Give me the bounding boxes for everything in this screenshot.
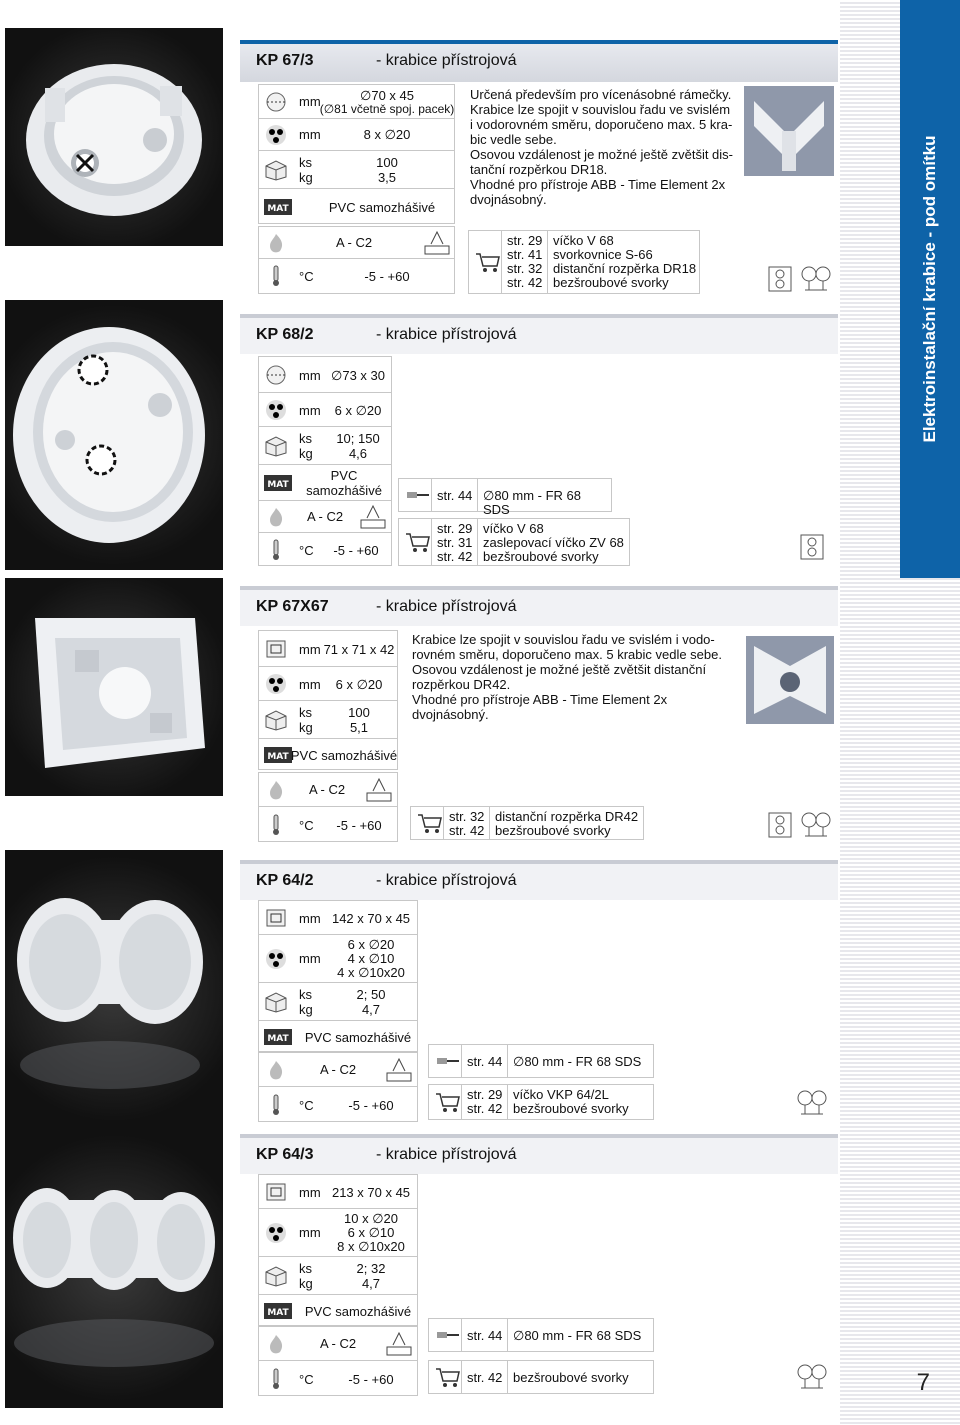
package-box-icon (264, 435, 288, 457)
dimension-row: mm 213 x 70 x 45 (259, 1175, 417, 1209)
holes-row: mm 8 x ∅20 (259, 119, 454, 151)
material-icon (264, 744, 292, 766)
shopping-cart-icon (417, 812, 443, 834)
thermometer-icon (264, 265, 288, 287)
accessories-kp643: str. 42 bezšroubové svorky (428, 1360, 654, 1394)
dimension-icon (264, 91, 288, 113)
package-box-icon (264, 709, 288, 731)
holes-row: mm 6 x ∅20 4 x ∅10 4 x ∅10x20 (259, 935, 417, 983)
burning-test-icon (365, 777, 393, 803)
temperature-row: °C -5 - +60 (259, 1361, 417, 1397)
accessory-frame-kp682: str. 44 ∅80 mm - FR 68 SDS (398, 478, 612, 512)
flammability-row: A - C2 (259, 1053, 417, 1087)
socket-symbol-icon (800, 534, 824, 560)
square-box-image (5, 578, 223, 796)
package-row: ks kg 2; 50 4,7 (259, 983, 417, 1021)
svg-text:MAT: MAT (267, 480, 289, 490)
burning-test-icon (359, 504, 387, 530)
section-header-kp642 (240, 860, 838, 900)
side-category-tab (900, 0, 960, 578)
holes-icon (264, 673, 288, 695)
material-row: MAT PVC samozhášivé (259, 465, 391, 501)
class-table-kp673 (258, 226, 455, 294)
material-row: MAT PVC samozhášivé (259, 1021, 417, 1053)
burning-test-icon (385, 1331, 413, 1357)
product-name: - krabice přístrojová (376, 52, 517, 69)
holes-icon (264, 1222, 288, 1244)
dimension-box-icon (264, 638, 288, 660)
holes-icon (264, 124, 288, 146)
shopping-cart-icon (405, 531, 431, 553)
dimension-box-icon (264, 1181, 288, 1203)
thermometer-icon (264, 1094, 288, 1116)
detail-photo-kp673 (744, 86, 834, 176)
spec-table-kp643 (258, 1174, 418, 1326)
class-table-kp642 (258, 1052, 418, 1122)
dimension-row: mm ∅70 x 45 (∅81 včetně spoj. pacek) (259, 85, 454, 119)
flame-class-icon (264, 232, 288, 254)
holes-icon (264, 399, 288, 421)
dimension-row: mm ∅73 x 30 (259, 357, 391, 393)
package-box-icon (264, 1265, 288, 1287)
connector-symbol-icon (796, 1088, 828, 1118)
thermometer-icon (264, 814, 288, 836)
product-name: - krabice přístrojová (376, 872, 517, 889)
shopping-cart-icon (435, 1091, 461, 1113)
flammability-row: A - C2 (259, 227, 454, 259)
double-box-image (5, 850, 223, 1128)
svg-text:MAT: MAT (267, 1034, 289, 1044)
accessories-kp673: str. 29 str. 41 str. 32 str. 42 víčko V 68 svorkovnice S-66 distanční rozpěrka DR18 bezšroubové svorky (468, 230, 700, 294)
package-row: ks kg 100 3,5 (259, 151, 454, 189)
burning-test-icon (423, 230, 451, 256)
flame-class-icon (264, 506, 288, 528)
accessories-kp6767: str. 32 str. 42 distanční rozpěrka DR42 bezšroubové svorky (410, 806, 644, 840)
material-icon (264, 472, 292, 494)
description-kp6767: Krabice lze spojit v souvislou řadu ve svislém i vodo- rovném směru, doporučeno max. 5 krabic vedle sebe. Osovou vzdálenost je možné ještě zvětšit distanční rozpěrkou DR42. Vhodné pro přístroje ABB - Time Element 2x dvojnásobný. (412, 632, 722, 722)
package-row: ks kg 2; 32 4,7 (259, 1257, 417, 1295)
drill-crown-icon (405, 484, 431, 506)
product-name: - krabice přístrojová (376, 1146, 517, 1163)
joint-detail-image (746, 636, 834, 724)
socket-symbol-icon (768, 812, 792, 838)
dimension-icon (264, 364, 288, 386)
temperature-row: °C -5 - +60 (259, 1087, 417, 1123)
joint-detail-image (744, 86, 834, 176)
spec-table-kp682 (258, 356, 392, 566)
product-photo-kp6767 (5, 578, 223, 796)
product-photo-kp682 (5, 300, 223, 570)
accessory-frame-kp643: str. 44 ∅80 mm - FR 68 SDS (428, 1318, 654, 1352)
material-icon (264, 1026, 292, 1048)
section-header-kp682 (240, 314, 838, 354)
package-box-icon (264, 159, 288, 181)
thermometer-icon (264, 539, 288, 561)
page-number: 7 (916, 1369, 930, 1396)
temperature-row: °C -5 - +60 (259, 807, 397, 843)
section-header-kp643 (240, 1134, 838, 1174)
accessory-frame-kp642: str. 44 ∅80 mm - FR 68 SDS (428, 1044, 654, 1078)
section-header-kp6767 (240, 586, 838, 626)
product-code: KP 67X67 (256, 598, 329, 615)
product-name: - krabice přístrojová (376, 598, 517, 615)
description-kp673: Určená především pro vícenásobné rámečky. Krabice lze spojit v souvislou řadu ve svislém i vodorovném směru, doporučeno max. 5 kra- bic vedle sebe. Osovou vzdálenost je možné ještě zvětšit dis- tanční rozpěrkou DR18. Vhodné pro přístroje ABB - Time Element 2x dvojnásobný. (470, 87, 734, 207)
dimension-box-icon (264, 907, 288, 929)
shopping-cart-icon (475, 251, 501, 273)
accessories-kp642: str. 29 str. 42 víčko VKP 64/2L bezšroubové svorky (428, 1084, 654, 1120)
drill-crown-icon (435, 1324, 461, 1346)
product-code: KP 64/2 (256, 872, 314, 889)
holes-icon (264, 948, 288, 970)
connector-symbol-icon (800, 264, 832, 294)
burning-test-icon (385, 1057, 413, 1083)
spec-table-kp6767 (258, 630, 398, 770)
product-photo-kp643 (5, 1128, 223, 1408)
temperature-row: °C -5 - +60 (259, 259, 454, 295)
drill-crown-icon (435, 1050, 461, 1072)
material-icon (264, 1300, 292, 1322)
connector-symbol-icon (800, 810, 832, 840)
holes-row: mm 6 x ∅20 (259, 667, 397, 701)
material-row: MAT PVC samozhášivé (259, 189, 454, 225)
temperature-row: °C -5 - +60 (259, 533, 391, 567)
material-row: MAT PVC samozhášivé (259, 739, 397, 771)
package-row: ks kg 10; 150 4,6 (259, 427, 391, 465)
product-photo-kp673 (5, 28, 223, 246)
accessories-kp682: str. 29 str. 31 str. 42 víčko V 68 zaslepovací víčko ZV 68 bezšroubové svorky (398, 518, 630, 566)
svg-text:MAT: MAT (267, 204, 289, 214)
round-box-image (5, 300, 223, 570)
flammability-row: A - C2 (259, 1327, 417, 1361)
detail-photo-kp6767 (746, 636, 834, 724)
socket-symbol-icon (768, 266, 792, 292)
product-code: KP 67/3 (256, 52, 314, 69)
flame-class-icon (264, 1333, 288, 1355)
spec-table-kp673 (258, 84, 455, 224)
shopping-cart-icon (435, 1366, 461, 1388)
class-table-kp643 (258, 1326, 418, 1396)
product-code: KP 64/3 (256, 1146, 314, 1163)
round-box-image (5, 28, 223, 246)
dimension-row: mm 142 x 70 x 45 (259, 901, 417, 935)
flammability-row: A - C2 (259, 501, 391, 533)
material-icon (264, 196, 292, 218)
triple-box-image (5, 1128, 223, 1408)
flame-class-icon (264, 1059, 288, 1081)
connector-symbol-icon (796, 1362, 828, 1392)
class-table-kp6767 (258, 772, 398, 842)
svg-text:MAT: MAT (267, 752, 289, 762)
section-header-kp673 (240, 40, 838, 82)
spec-table-kp642 (258, 900, 418, 1052)
side-category-label: Elektroinstalační krabice - pod omítku (920, 135, 939, 443)
material-row: MAT PVC samozhášivé (259, 1295, 417, 1327)
flame-class-icon (264, 779, 288, 801)
thermometer-icon (264, 1368, 288, 1390)
product-code: KP 68/2 (256, 326, 314, 343)
product-name: - krabice přístrojová (376, 326, 517, 343)
holes-row: mm 6 x ∅20 (259, 393, 391, 427)
package-box-icon (264, 991, 288, 1013)
dimension-row: mm 71 x 71 x 42 (259, 631, 397, 667)
svg-text:MAT: MAT (267, 1308, 289, 1318)
product-photo-kp642 (5, 850, 223, 1128)
flammability-row: A - C2 (259, 773, 397, 807)
holes-row: mm 10 x ∅20 6 x ∅10 8 x ∅10x20 (259, 1209, 417, 1257)
package-row: ks kg 100 5,1 (259, 701, 397, 739)
